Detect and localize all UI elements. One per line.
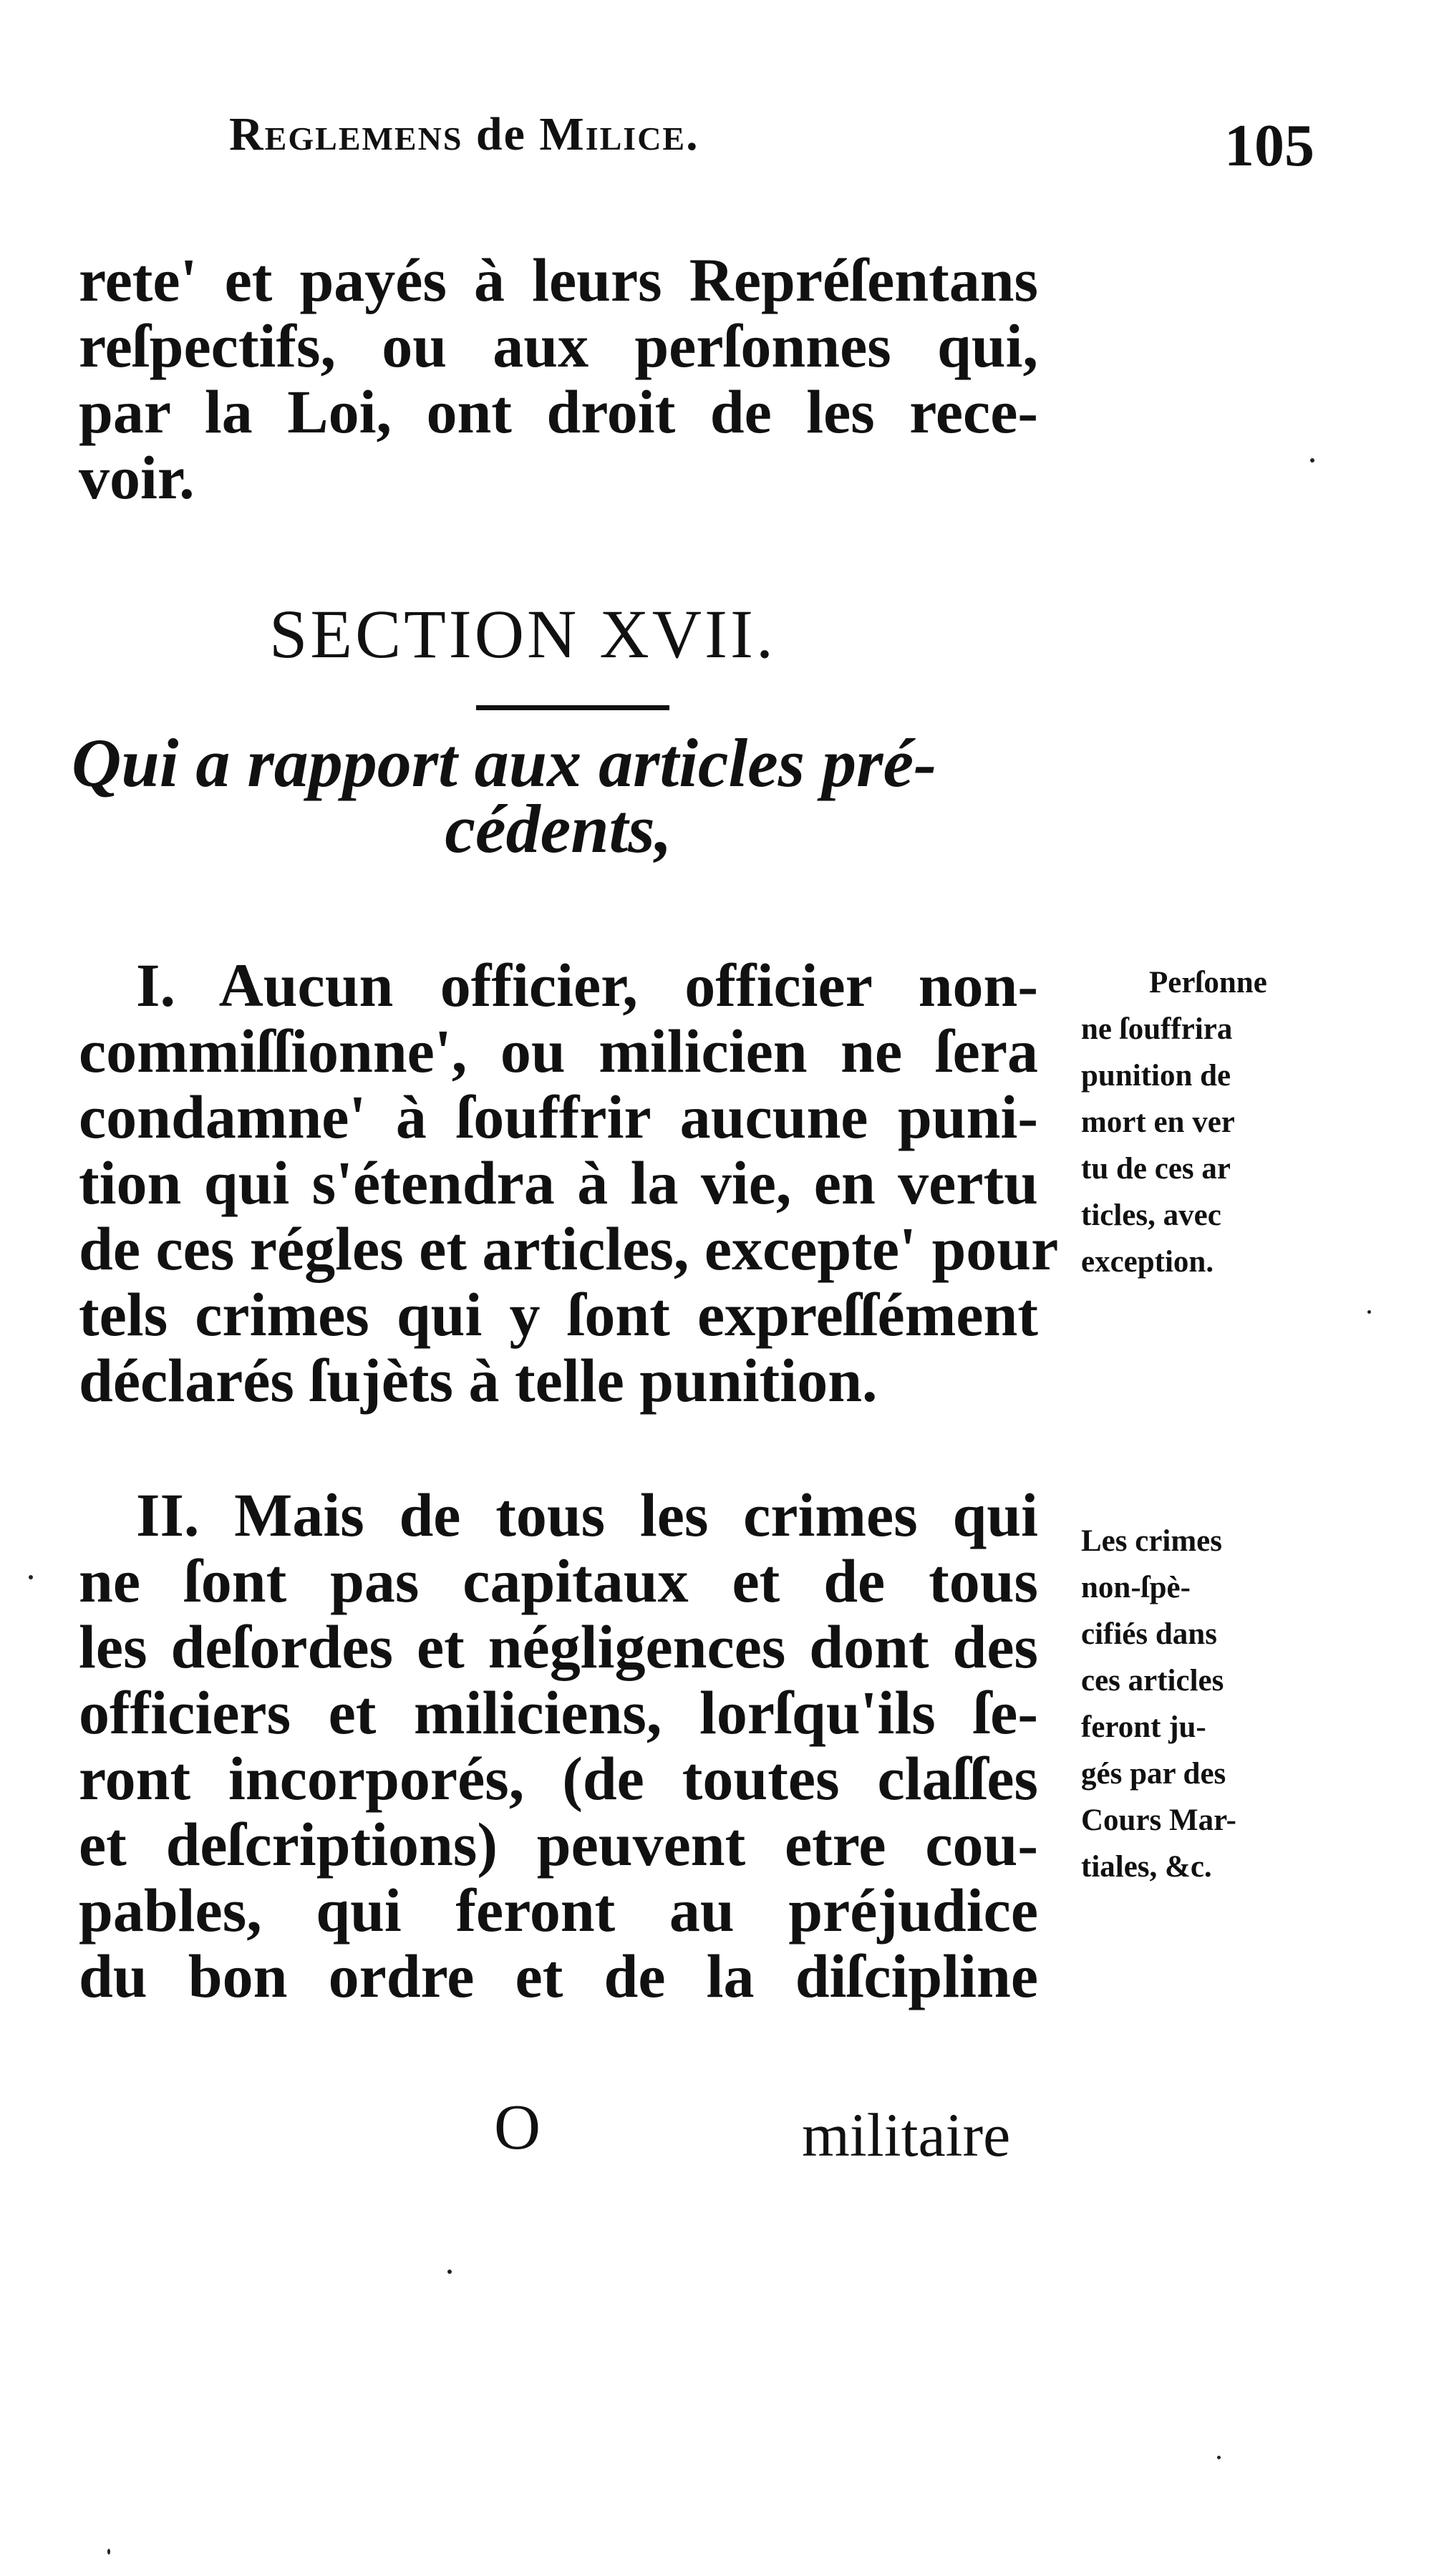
running-head-cap2: M [539,108,586,160]
running-head [229,107,699,162]
margin-note-line: Cours Mar- [1081,1803,1236,1837]
margin-note-line: exception. [1081,1245,1214,1279]
article-2 [79,1482,1038,2009]
margin-note-line: Perſonne [1149,966,1267,999]
intro-paragraph [79,247,1038,510]
subtitle-line-1: Qui a rapport aux articles pré- [72,725,937,801]
text-line: commiſſionne', ou milicien ne ſera [79,1017,1038,1085]
text-line: les deſordes et négligences dont des [79,1612,1038,1681]
scan-speck [447,2270,452,2274]
text-line: officiers et miliciens, lorſqu'ils ſe- [79,1678,1038,1747]
text-line: ne ſont pas capitaux et de tous [79,1546,1038,1615]
margin-note-line: gés par des [1081,1757,1226,1791]
scan-speck [1310,458,1314,463]
text-line: rete' et payés à leurs Repréſentans [79,246,1038,314]
margin-note-line: punition de [1081,1059,1231,1093]
section-subtitle [72,723,1045,869]
page-number: 105 [1224,112,1314,179]
text-line: voir. [79,443,195,512]
margin-note-1 [1081,959,1317,1285]
text-line: déclarés ſujèts à telle punition. [79,1346,878,1415]
text-line: condamne' à ſouffrir aucune puni- [79,1083,1038,1151]
margin-note-line: ces articles [1081,1664,1224,1698]
text-line: pables, qui feront au préjudice [79,1876,1038,1945]
text-line: tels crimes qui y ſont expreſſément [79,1280,1038,1349]
section-heading: SECTION XVII. [269,596,776,672]
margin-note-line: feront ju- [1081,1710,1206,1744]
text-line: tion qui s'étendra à la vie, en vertu [79,1148,1038,1217]
running-head-mid: de [475,108,526,160]
margin-note-line: tiales, &c. [1081,1850,1212,1884]
text-line: par la Loi, ont droit de les rece- [79,377,1038,446]
article-1 [79,951,1059,1415]
margin-note-line: Les crimes [1081,1524,1223,1558]
scan-speck [1367,1310,1371,1314]
scan-speck [107,2549,110,2555]
margin-note-line: cifiés dans [1081,1617,1217,1651]
text-line: du bon ordre et de la diſcipline [79,1942,1038,2010]
text-line: I. Aucun officier, officier non- [136,951,1038,1020]
margin-note-line: tu de ces ar [1081,1152,1231,1186]
text-line: reſpectifs, ou aux perſonnes qui, [79,311,1038,380]
text-line: de ces régles et articles, excepte' pour [79,1214,1059,1283]
margin-note-line: mort en ver [1081,1105,1235,1139]
running-head-word2: ilice. [585,108,699,160]
running-head-cap1: R [229,108,265,160]
running-head-word1: eglemens [264,108,463,160]
catchword: militaire [802,2101,1011,2169]
scan-speck [29,1575,33,1579]
heading-rule [476,705,669,710]
text-line: et deſcriptions) peuvent etre cou- [79,1810,1038,1879]
margin-note-2 [1081,1518,1317,1890]
text-line: II. Mais de tous les crimes qui [136,1481,1038,1549]
scan-speck [1217,2456,1221,2459]
text-line: ront incorporés, (de toutes claſſes [79,1744,1038,1813]
margin-note-line: ne ſouffrira [1081,1012,1233,1046]
signature-mark: O [494,2092,541,2163]
margin-note-line: ticles, avec [1081,1199,1221,1232]
margin-note-line: non-ſpè- [1081,1571,1191,1604]
subtitle-line-2: cédents, [445,790,672,867]
page-footer [0,2091,1429,2169]
